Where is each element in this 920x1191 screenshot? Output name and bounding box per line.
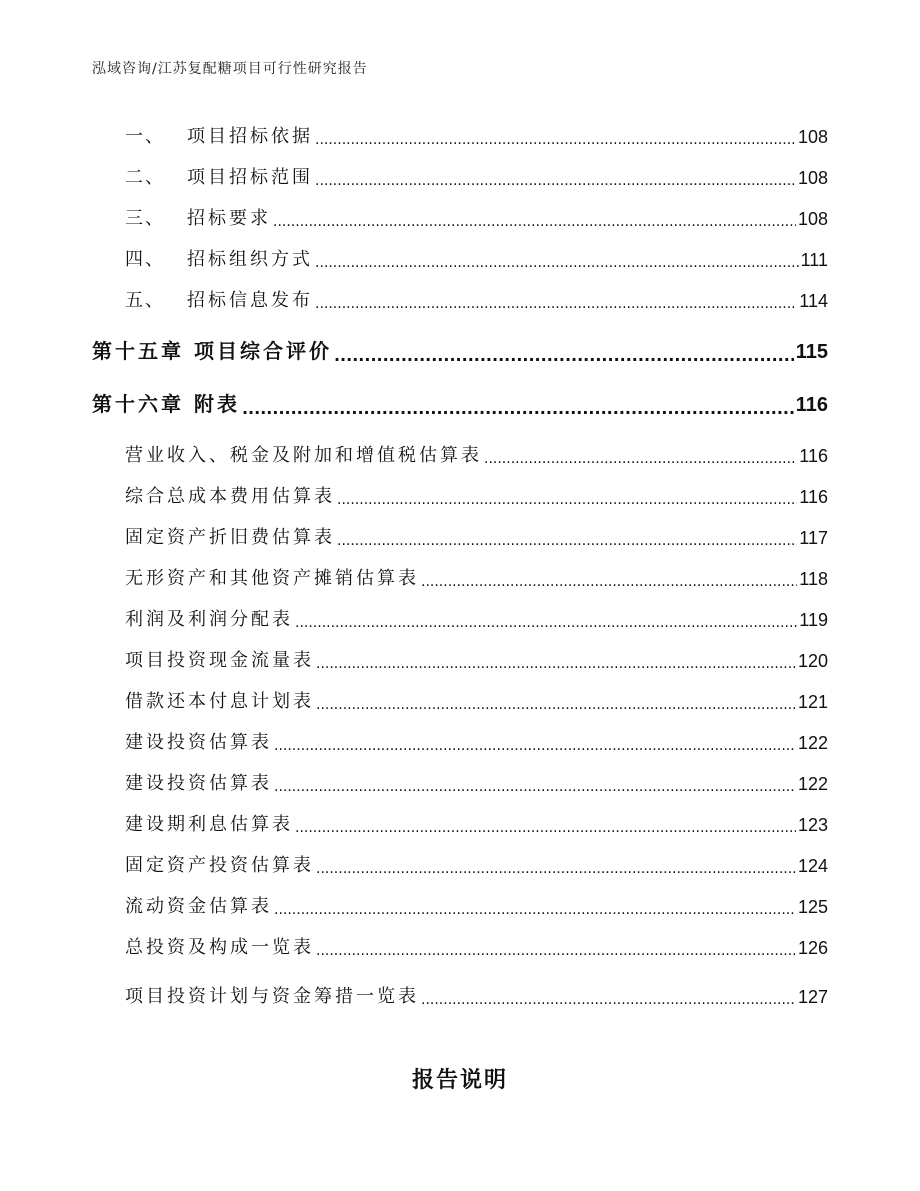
toc-entry[interactable] (125, 646, 828, 672)
leader-dots (316, 695, 796, 713)
toc-entry-label: 项目招标范围 (187, 167, 313, 188)
toc-entry-label: 总投资及构成一览表 (125, 937, 314, 958)
leader-dots (295, 613, 797, 631)
toc-entry-number: 三、 (125, 208, 165, 229)
toc-chapter-entry[interactable] (92, 387, 828, 417)
toc-entry[interactable] (125, 564, 828, 590)
leader-dots (316, 654, 796, 672)
toc-entry-page: 122 (797, 733, 828, 753)
toc-entry-label: 借款还本付息计划表 (125, 691, 314, 712)
leader-dots (337, 531, 797, 549)
toc-entry-page: 122 (797, 774, 828, 794)
leader-dots (421, 572, 797, 590)
leader-dots (242, 397, 794, 417)
toc-entry[interactable] (125, 163, 828, 189)
toc-entry-label: 固定资产投资估算表 (125, 855, 314, 876)
toc-entry-number: 一、 (125, 126, 165, 147)
leader-dots (337, 490, 797, 508)
toc-entry-label: 项目招标依据 (187, 126, 313, 147)
toc-chapter-page: 116 (795, 394, 828, 416)
toc-entry-page: 126 (797, 938, 828, 958)
toc-entry-page: 108 (797, 209, 828, 229)
leader-dots (484, 449, 797, 467)
toc-entry-label: 综合总成本费用估算表 (125, 486, 335, 507)
toc-entry-page: 108 (797, 127, 828, 147)
toc-entry[interactable] (125, 286, 828, 312)
toc-entry-page: 120 (797, 651, 828, 671)
toc-entry[interactable] (125, 441, 828, 467)
toc-entry-number: 四、 (125, 249, 165, 270)
toc-entry-label: 营业收入、税金及附加和增值税估算表 (125, 445, 482, 466)
toc-entry-label: 无形资产和其他资产摊销估算表 (125, 568, 419, 589)
toc-entry[interactable] (125, 687, 828, 713)
toc-entry-page: 108 (797, 168, 828, 188)
toc-entry-label: 利润及利润分配表 (125, 609, 293, 630)
toc-entry[interactable] (125, 851, 828, 877)
toc-entry[interactable] (125, 605, 828, 631)
toc-entry-page: 125 (797, 897, 828, 917)
leader-dots (315, 253, 799, 271)
leader-dots (316, 859, 796, 877)
toc-entry[interactable] (125, 245, 828, 271)
toc-entry-page: 123 (797, 815, 828, 835)
leader-dots (274, 777, 796, 795)
leader-dots (421, 990, 796, 1008)
toc-entry[interactable] (125, 204, 828, 230)
toc-entry-label: 招标信息发布 (187, 290, 313, 311)
toc-entry-label: 招标要求 (187, 208, 271, 229)
toc-entry-page: 116 (799, 446, 828, 466)
toc-entry-page: 111 (800, 250, 828, 270)
toc-entry-label: 固定资产折旧费估算表 (125, 527, 335, 548)
toc-entry-number: 五、 (125, 290, 165, 311)
toc-entry-label: 项目投资现金流量表 (125, 650, 314, 671)
toc-entry[interactable] (125, 982, 828, 1008)
toc-chapter-label: 第十六章 附表 (92, 392, 240, 416)
leader-dots (315, 171, 796, 189)
leader-dots (273, 212, 796, 230)
leader-dots (334, 344, 794, 364)
toc-entry[interactable] (125, 122, 828, 148)
toc-entry[interactable] (125, 933, 828, 959)
toc-entry-label: 流动资金估算表 (125, 896, 272, 917)
toc-entry-label: 建设投资估算表 (125, 773, 272, 794)
leader-dots (315, 294, 797, 312)
toc-entry[interactable] (125, 769, 828, 795)
leader-dots (316, 941, 796, 959)
toc-entry-page: 118 (799, 569, 828, 589)
toc-entry-label: 建设投资估算表 (125, 732, 272, 753)
leader-dots (274, 900, 796, 918)
toc-chapter-entry[interactable] (92, 334, 828, 364)
toc-entry-page: 124 (797, 856, 828, 876)
toc-entry-number: 二、 (125, 167, 165, 188)
toc-entry-label: 项目投资计划与资金筹措一览表 (125, 986, 419, 1007)
toc-entry[interactable] (125, 810, 828, 836)
leader-dots (274, 736, 796, 754)
toc-chapter-page: 115 (795, 341, 828, 363)
toc-entry-page: 127 (797, 987, 828, 1007)
toc-entry[interactable] (125, 728, 828, 754)
running-header: 泓域咨询/江苏复配糖项目可行性研究报告 (92, 61, 368, 77)
toc-entry-page: 114 (799, 291, 828, 311)
toc-entry-page: 121 (797, 692, 828, 712)
toc-entry-label: 建设期利息估算表 (125, 814, 293, 835)
toc-entry-page: 116 (799, 487, 828, 507)
toc-entry[interactable] (125, 892, 828, 918)
toc-entry-page: 119 (799, 610, 828, 630)
toc-entry-label: 招标组织方式 (187, 249, 313, 270)
leader-dots (315, 130, 796, 148)
leader-dots (295, 818, 796, 836)
toc-entry[interactable] (125, 482, 828, 508)
toc-entry[interactable] (125, 523, 828, 549)
toc-entry-page: 117 (799, 528, 828, 548)
section-title: 报告说明 (411, 1068, 508, 1093)
toc-chapter-label: 第十五章 项目综合评价 (92, 339, 332, 363)
